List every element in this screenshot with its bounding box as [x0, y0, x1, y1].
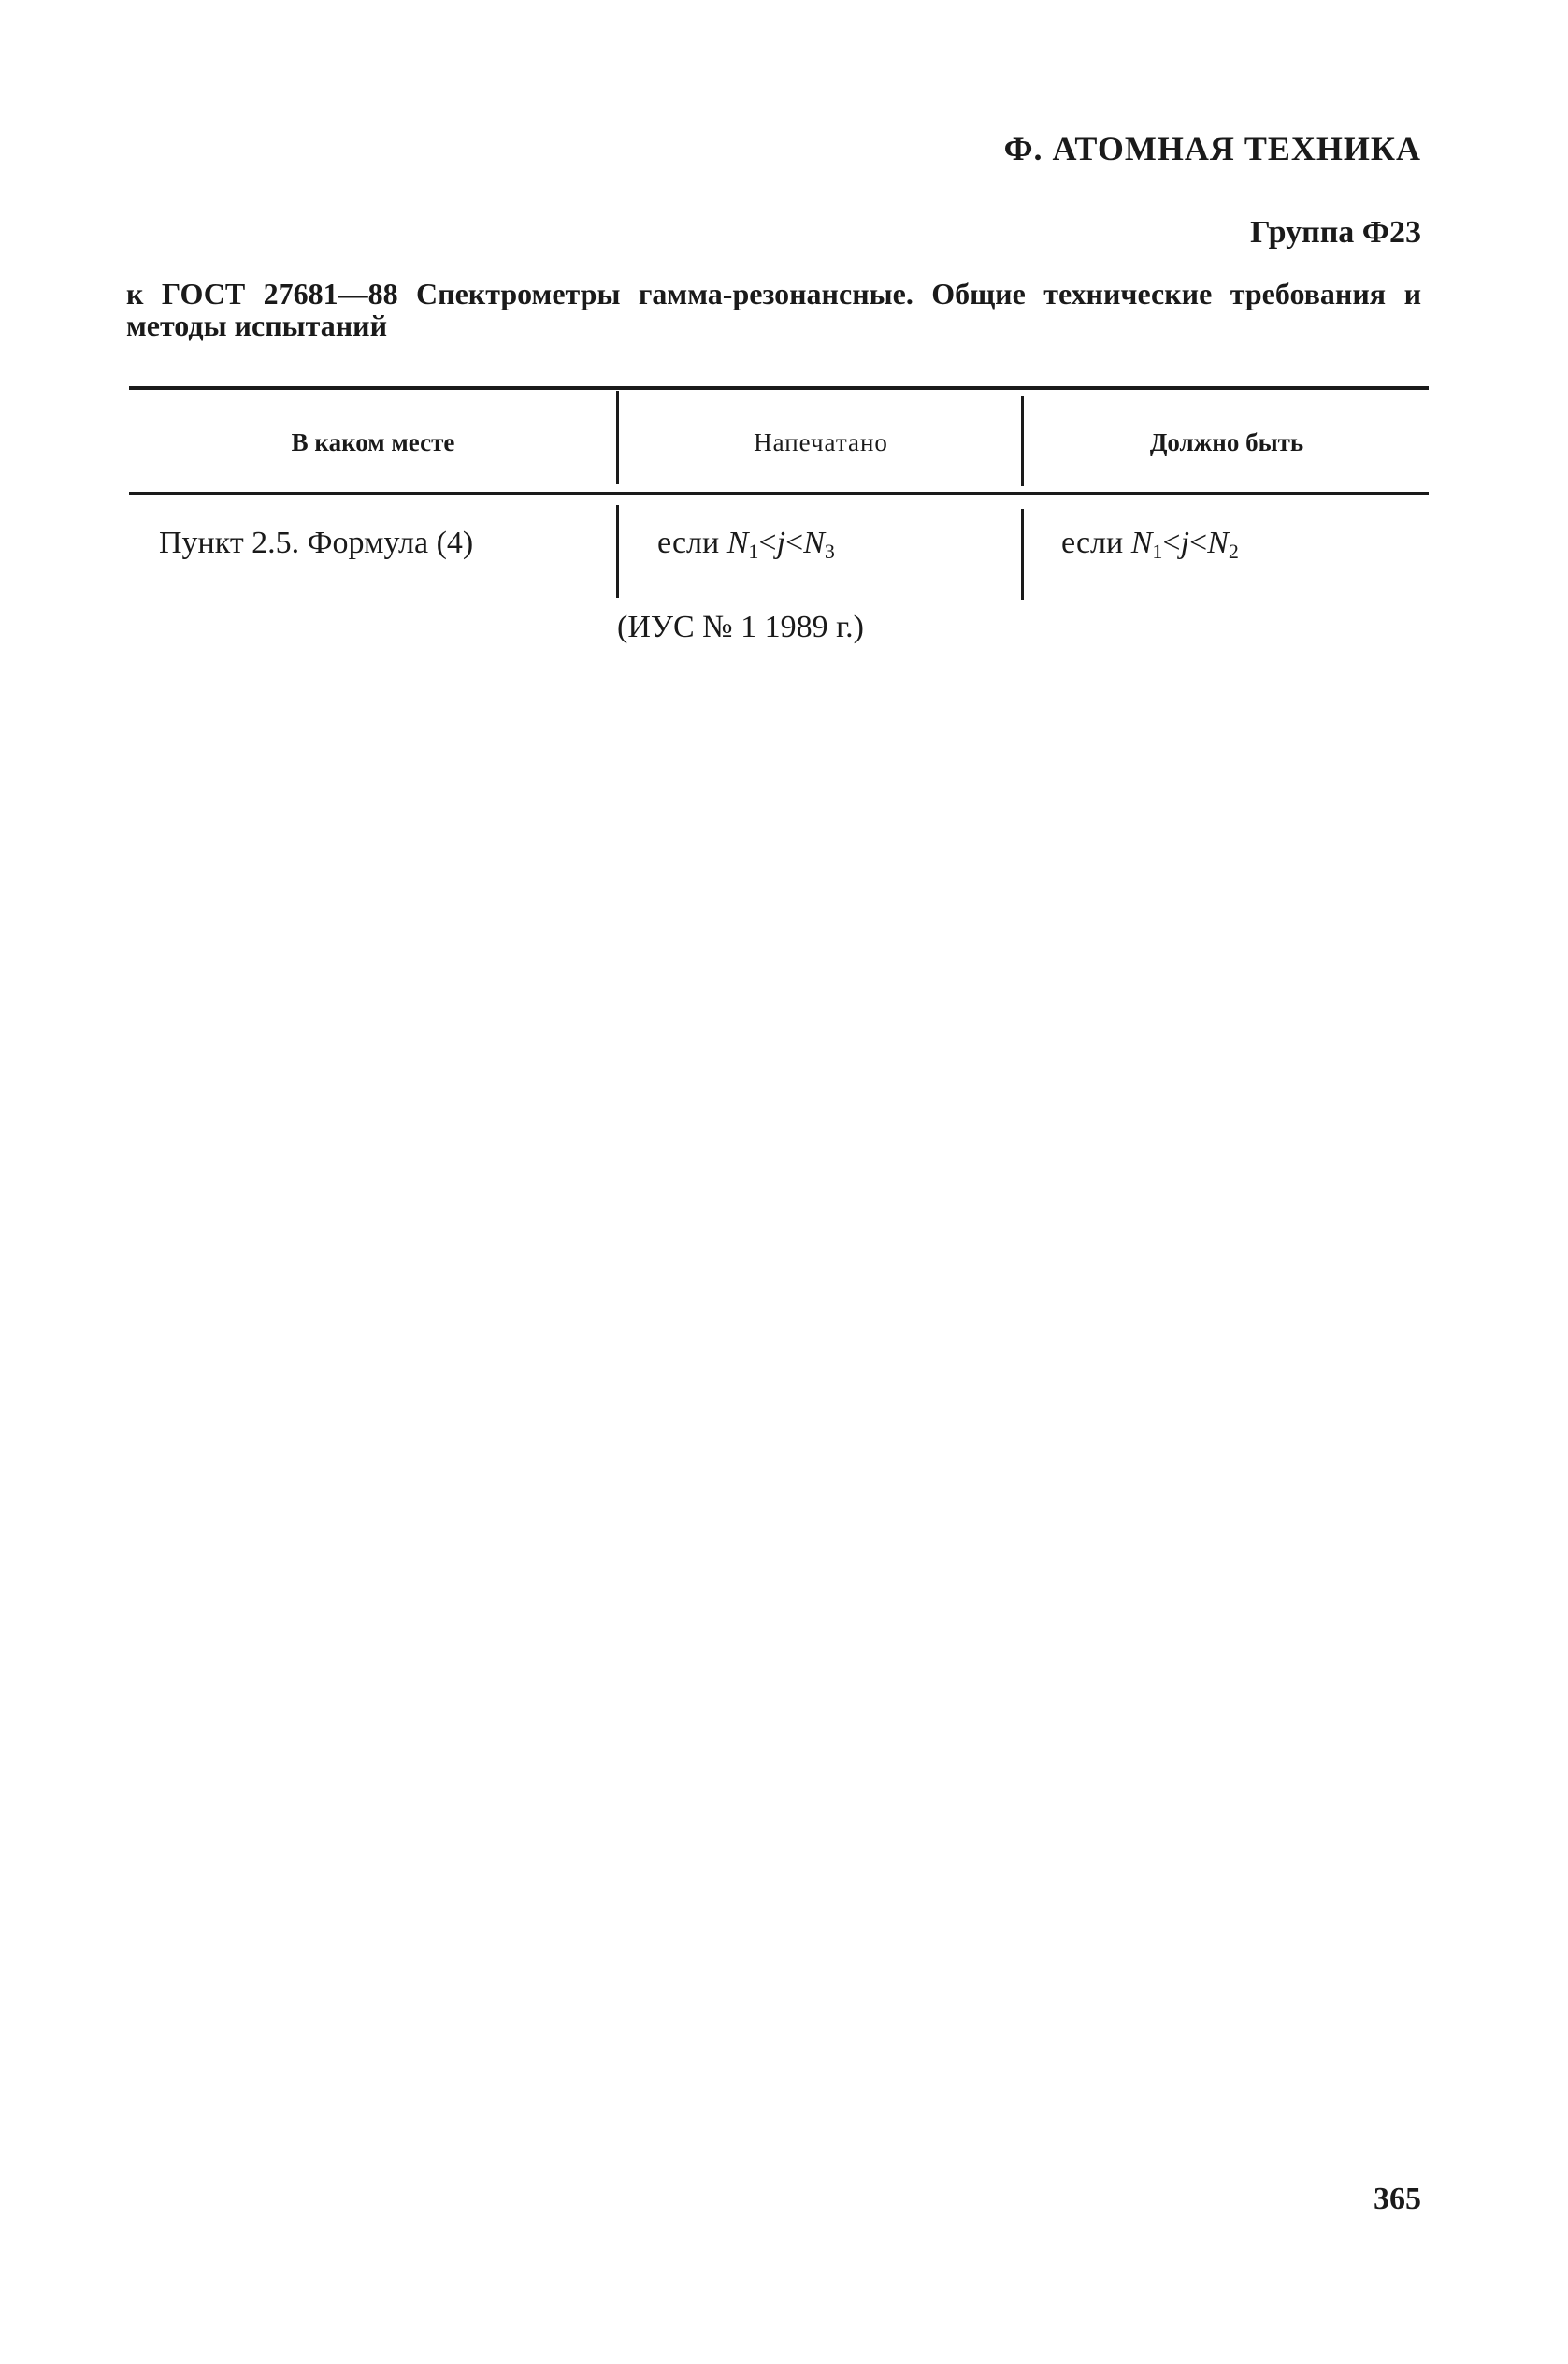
column-header-should-be: Должно быть — [1149, 428, 1304, 456]
source-note: (ИУС № 1 1989 г.) — [617, 610, 864, 644]
page-number: 365 — [1374, 2182, 1421, 2216]
column-divider-1-row — [616, 505, 619, 598]
formula-subscript: 1 — [1152, 540, 1163, 563]
table-cell-printed — [657, 526, 835, 561]
formula-variable: N — [1207, 526, 1229, 560]
formula-subscript: 3 — [824, 540, 835, 563]
formula-relation: < — [1189, 526, 1208, 560]
formula-relation: < — [785, 526, 804, 560]
formula-variable: N — [803, 526, 825, 560]
column-divider-2-row — [1021, 509, 1024, 600]
formula-variable: j — [776, 526, 786, 560]
formula-prefix: если — [1061, 526, 1124, 560]
formula-variable: N — [1130, 526, 1153, 560]
column-header-printed: Напечатано — [754, 428, 888, 456]
formula-subscript: 2 — [1228, 540, 1239, 563]
formula-variable: j — [1180, 526, 1190, 560]
table-header-rule — [129, 492, 1429, 495]
document-heading: к ГОСТ 27681—88 Спектрометры гамма-резонансные. Общие технические требования и методы испытаний — [126, 277, 1421, 342]
section-title: Ф. АТОМНАЯ ТЕХНИКА — [1003, 130, 1421, 167]
column-header-place: В каком месте — [291, 428, 455, 456]
formula-subscript: 1 — [748, 540, 759, 563]
table-cell-place: Пункт 2.5. Формула (4) — [159, 526, 474, 560]
table-cell-should-be — [1061, 526, 1239, 561]
formula-relation: < — [1162, 526, 1181, 560]
formula-variable: N — [726, 526, 749, 560]
table-top-rule — [129, 386, 1429, 390]
formula-relation: < — [758, 526, 777, 560]
group-label: Группа Ф23 — [1250, 215, 1421, 250]
formula-prefix: если — [657, 526, 720, 560]
